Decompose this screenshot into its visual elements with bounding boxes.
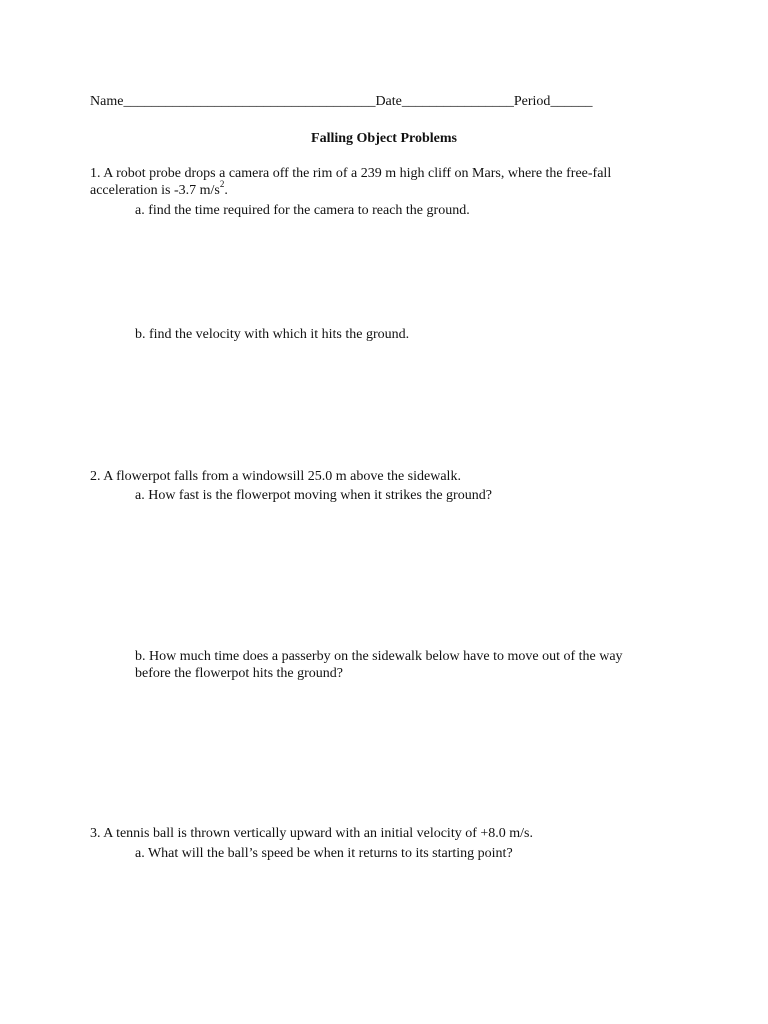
problem-2-part-b-line-2: before the flowerpot hits the ground? <box>135 666 343 681</box>
problem-1-part-a: a. find the time required for the camera to reach the ground. <box>135 203 470 218</box>
problem-1-stem-line-1: 1. A robot probe drops a camera off the rim of a 239 m high cliff on Mars, where the free-fall <box>90 166 612 181</box>
date-label: Date <box>375 94 402 109</box>
problem-2-part-b-line-1: b. How much time does a passerby on the sidewalk below have to move out of the way <box>135 649 623 664</box>
problem-3-stem: 3. A tennis ball is thrown vertically upward with an initial velocity of +8.0 m/s. <box>90 826 533 841</box>
problem-1-acceleration-text: acceleration is -3.7 m/s <box>90 183 220 198</box>
period-blank: ______ <box>550 94 593 109</box>
name-label: Name <box>90 94 124 109</box>
problem-3-part-a: a. What will the ball’s speed be when it returns to its starting point? <box>135 846 513 861</box>
worksheet-title: Falling Object Problems <box>311 131 457 146</box>
problem-2-stem: 2. A flowerpot falls from a windowsill 25.0 m above the sidewalk. <box>90 469 461 484</box>
name-blank: ____________________________________ <box>123 94 376 109</box>
problem-1-part-b: b. find the velocity with which it hits the ground. <box>135 327 410 342</box>
period-label: Period <box>513 94 551 109</box>
date-blank: ________________ <box>401 94 514 109</box>
problem-2-part-a: a. How fast is the flowerpot moving when it strikes the ground? <box>135 488 492 503</box>
problem-1-stem-line-2 <box>90 179 228 199</box>
student-info-line <box>90 93 592 110</box>
problem-1-exponent: 2 <box>219 179 225 190</box>
problem-1-period: . <box>224 183 228 198</box>
